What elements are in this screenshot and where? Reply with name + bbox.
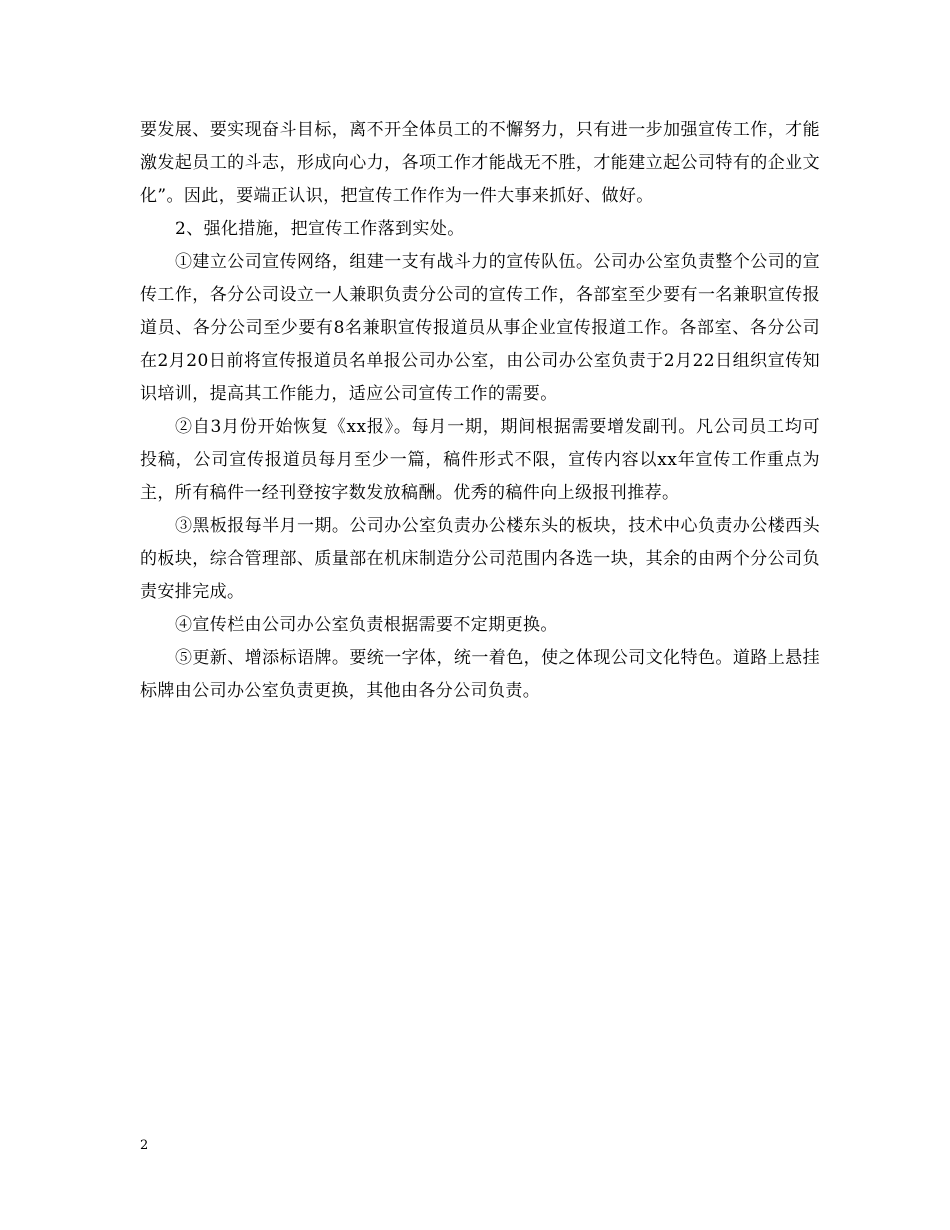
paragraph-6: ④宣传栏由公司办公室负责根据需要不定期更换。: [175, 615, 558, 635]
paragraph-1: 要发展、要实现奋斗目标，离不开全体员工的不懈努力，只有进一步加强宣传工作，才能激发起员工的斗志，形成向心力，各项工作才能战无不胜，才能建立起公司特有的企业文化”。因此，要端正认识，把宣传工作作为一件大事来抓好、做好。: [140, 120, 820, 206]
paragraph-7: ⑤更新、增添标语牌。要统一字体，统一着色，使之体现公司文化特色。道路上悬挂标牌由公司办公室负责更换，其他由各分公司负责。: [140, 648, 820, 701]
paragraph-3: ①建立公司宣传网络，组建一支有战斗力的宣传队伍。公司办公室负责整个公司的宣传工作，各分公司设立一人兼职负责分公司的宣传工作，各部室至少要有一名兼职宣传报道员、各分公司至少要有8名兼职宣传报道员从事企业宣传报道工作。各部室、各分公司在2月20日前将宣传报道员名单报公司办公室，由公司办公室负责于2月22日组织宣传知识培训，提高其工作能力，适应公司宣传工作的需要。: [140, 252, 820, 404]
page-number: 2: [140, 1138, 149, 1153]
paragraph-5: ③黑板报每半月一期。公司办公室负责办公楼东头的板块，技术中心负责办公楼西头的板块，综合管理部、质量部在机床制造分公司范围内各选一块，其余的由两个分公司负责安排完成。: [140, 516, 820, 602]
paragraph-2: 2、强化措施，把宣传工作落到实处。: [175, 219, 465, 239]
document-body: [140, 114, 820, 708]
paragraph-4: ②自3月份开始恢复《xx报》。每月一期，期间根据需要增发副刊。凡公司员工均可投稿，公司宣传报道员每月至少一篇，稿件形式不限，宣传内容以xx年宣传工作重点为主，所有稿件一经刊登按字数发放稿酬。优秀的稿件向上级报刊推荐。: [140, 417, 820, 503]
